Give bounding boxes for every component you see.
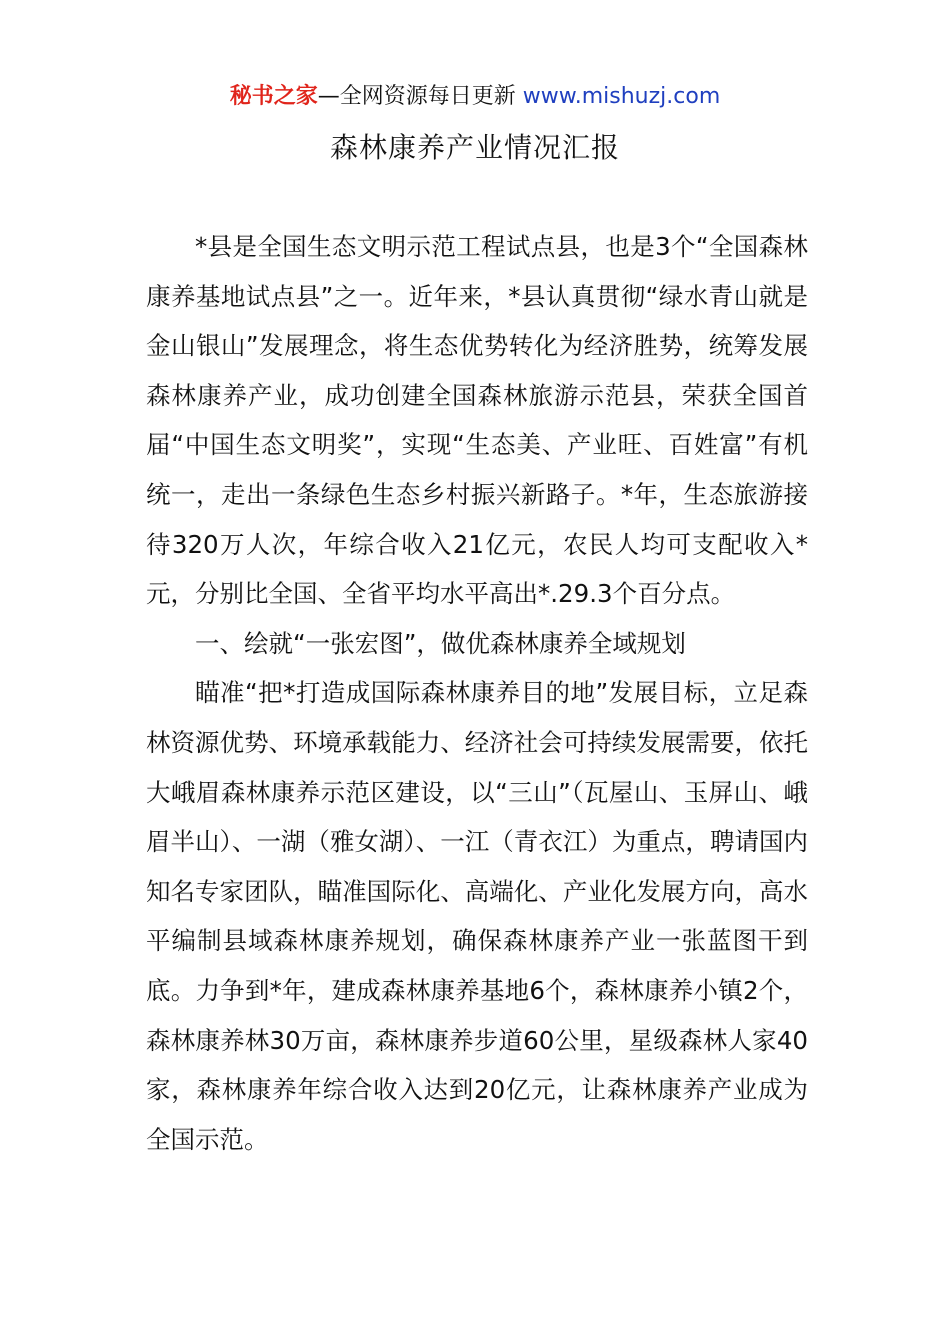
site-url-link[interactable]: www.mishuzj.com [522,84,721,109]
site-tagline: —全网资源每日更新 [317,84,523,109]
document-body [146,222,808,1164]
intro-paragraph: *县是全国生态文明示范工程试点县，也是3个“全国森林康养基地试点县”之一。近年来，*县认真贯彻“绿水青山就是金山银山”发展理念，将生态优势转化为经济胜势，统筹发展森林康养产业，成功创建全国森林旅游示范县，荣获全国首届“中国生态文明奖”，实现“生态美、产业旺、百姓富”有机统一，走出一条绿色生态乡村振兴新路子。*年，生态旅游接待320万人次，年综合收入21亿元，农民人均可支配收入*元，分别比全国、全省平均水平高出*.29.3个百分点。 [146,232,808,609]
site-header [0,80,950,114]
section-heading: 一、绘就“一张宏图”，做优森林康养全域规划 [195,628,686,658]
section-paragraph: 瞄准“把*打造成国际森林康养目的地”发展目标，立足森林资源优势、环境承载能力、经济社会可持续发展需要，依托大峨眉森林康养示范区建设，以“三山”（瓦屋山、玉屏山、峨眉半山）、一湖（雅女湖）、一江（青衣江）为重点，聘请国内知名专家团队，瞄准国际化、高端化、产业化发展方向，高水平编制县域森林康养规划，确保森林康养产业一张蓝图干到底。力争到*年，建成森林康养基地6个，森林康养小镇2个，森林康养林30万亩，森林康养步道60公里，星级森林人家40家，森林康养年综合收入达到20亿元，让森林康养产业成为全国示范。 [146,678,808,1154]
document-title: 森林康养产业情况汇报 [329,131,620,164]
site-brand: 秘书之家 [229,84,318,109]
